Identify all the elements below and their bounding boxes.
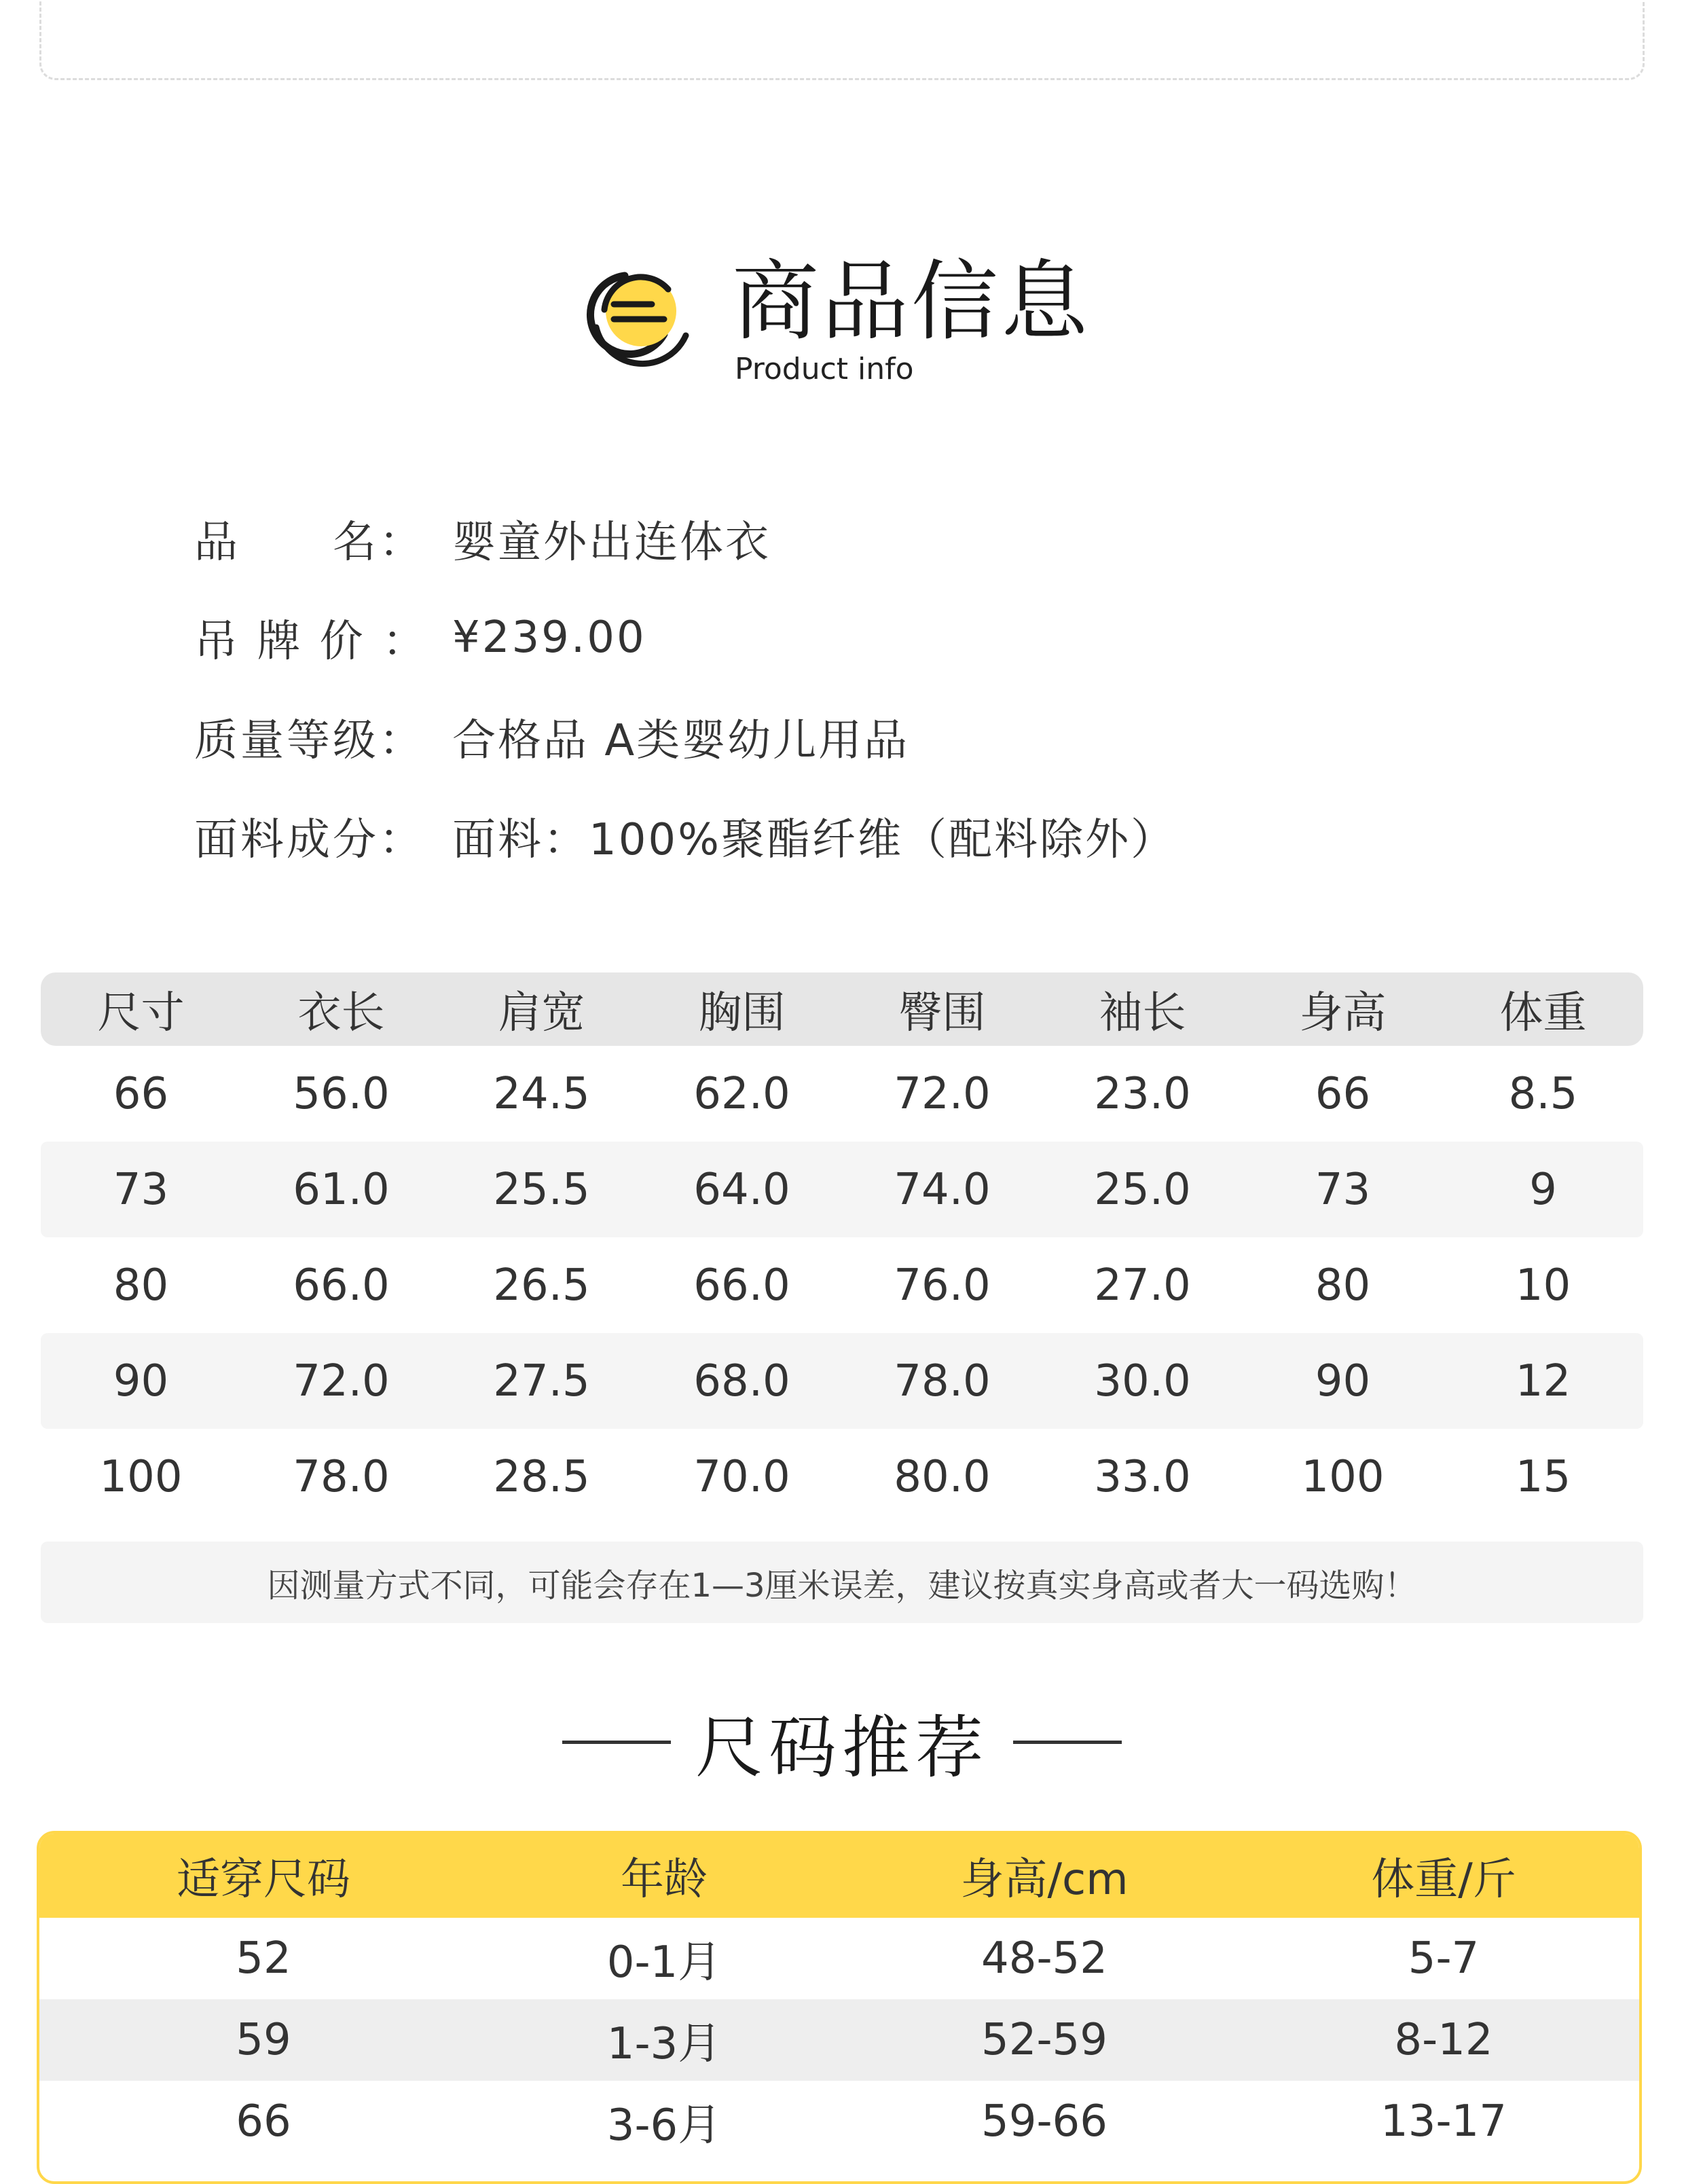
recommend-title <box>0 1698 1684 1786</box>
section-header <box>584 251 1100 387</box>
size-table-header <box>41 972 1643 1046</box>
table-cell: 100 <box>1301 1451 1385 1502</box>
table-cell: 10 <box>1515 1260 1571 1311</box>
table-row <box>41 1142 1643 1237</box>
info-label: 品 名： <box>194 517 425 568</box>
table-cell: 90 <box>1315 1355 1371 1406</box>
table-cell: 26.5 <box>493 1260 590 1311</box>
info-value: 面料：100%聚酯纤维（配料除外） <box>452 815 1176 865</box>
table-cell: 80.0 <box>894 1451 991 1502</box>
table-cell: 52 <box>236 1933 291 1984</box>
header-cell: 身高/cm <box>960 1855 1129 1905</box>
table-cell: 3-6月 <box>606 2100 722 2151</box>
table-cell: 70.0 <box>693 1451 790 1502</box>
table-cell: 27.0 <box>1094 1260 1191 1311</box>
top-dashed-box <box>39 0 1645 80</box>
table-cell: 59-66 <box>981 2096 1108 2147</box>
table-cell: 1-3月 <box>606 2019 722 2069</box>
table-cell: 68.0 <box>693 1355 790 1406</box>
table-row <box>41 1429 1643 1525</box>
table-cell: 59 <box>236 2015 291 2065</box>
table-cell: 13-17 <box>1380 2096 1507 2147</box>
info-row-name <box>194 489 1484 588</box>
section-title: 商品信息 <box>732 251 1091 352</box>
table-cell: 66.0 <box>293 1260 390 1311</box>
table-cell: 24.5 <box>493 1068 590 1119</box>
section-subtitle: Product info <box>735 352 914 386</box>
table-cell: 76.0 <box>894 1260 991 1311</box>
table-row <box>39 2081 1639 2162</box>
recommend-title-text: 尺码推荐 <box>695 1708 989 1787</box>
table-cell: 8.5 <box>1508 1068 1578 1119</box>
size-table <box>41 972 1643 1525</box>
table-cell: 33.0 <box>1094 1451 1191 1502</box>
table-cell: 48-52 <box>981 1933 1108 1984</box>
table-row <box>41 1237 1643 1333</box>
table-row <box>39 1918 1639 1999</box>
table-cell: 0-1月 <box>606 1937 722 1988</box>
table-cell: 100 <box>99 1451 183 1502</box>
table-cell: 64.0 <box>693 1164 790 1215</box>
table-cell: 61.0 <box>293 1164 390 1215</box>
table-cell: 78.0 <box>894 1355 991 1406</box>
header-cell: 肩宽 <box>498 988 585 1038</box>
product-info-logo-icon <box>584 262 699 371</box>
recommend-table <box>37 1831 1642 2184</box>
header-cell: 身高 <box>1299 988 1387 1038</box>
info-value: 婴童外出连体衣 <box>452 517 771 568</box>
table-cell: 73 <box>1315 1164 1371 1215</box>
info-value: ¥239.00 <box>452 613 646 663</box>
table-cell: 73 <box>113 1164 169 1215</box>
table-cell: 74.0 <box>894 1164 991 1215</box>
table-cell: 12 <box>1515 1355 1571 1406</box>
info-row-fabric <box>194 786 1484 886</box>
table-cell: 72.0 <box>293 1355 390 1406</box>
table-row <box>41 1333 1643 1429</box>
table-cell: 66 <box>1315 1068 1371 1119</box>
table-row <box>39 1999 1639 2081</box>
title-dash-left <box>562 1741 671 1744</box>
table-cell: 66.0 <box>693 1260 790 1311</box>
product-info-list <box>194 489 1484 886</box>
table-cell: 15 <box>1515 1451 1571 1502</box>
header-cell: 体重 <box>1499 988 1587 1038</box>
table-cell: 25.5 <box>493 1164 590 1215</box>
table-cell: 27.5 <box>493 1355 590 1406</box>
table-cell: 62.0 <box>693 1068 790 1119</box>
recommend-table-header <box>39 1834 1639 1918</box>
table-cell: 56.0 <box>293 1068 390 1119</box>
header-cell: 年龄 <box>621 1855 708 1905</box>
info-value: 合格品 A类婴幼儿用品 <box>452 716 910 766</box>
table-cell: 78.0 <box>293 1451 390 1502</box>
header-cell: 体重/斤 <box>1371 1855 1516 1905</box>
header-cell: 衣长 <box>297 988 385 1038</box>
table-cell: 25.0 <box>1094 1164 1191 1215</box>
header-cell: 臀围 <box>898 988 986 1038</box>
table-cell: 5-7 <box>1408 1933 1480 1984</box>
table-cell: 66 <box>236 2096 291 2147</box>
header-cell: 袖长 <box>1099 988 1186 1038</box>
header-cell: 尺寸 <box>97 988 185 1038</box>
info-label: 吊 牌 价 ： <box>194 617 429 667</box>
info-row-grade <box>194 687 1484 786</box>
info-row-price <box>194 588 1484 687</box>
table-cell: 23.0 <box>1094 1068 1191 1119</box>
table-cell: 30.0 <box>1094 1355 1191 1406</box>
table-cell: 90 <box>113 1355 169 1406</box>
table-cell: 72.0 <box>894 1068 991 1119</box>
table-cell: 52-59 <box>981 2015 1108 2065</box>
table-cell: 8-12 <box>1394 2015 1493 2065</box>
table-cell: 28.5 <box>493 1451 590 1502</box>
header-cell: 适穿尺码 <box>177 1855 350 1905</box>
table-cell: 80 <box>113 1260 169 1311</box>
info-label: 面料成分： <box>194 815 425 865</box>
header-cell: 胸围 <box>698 988 786 1038</box>
info-label: 质量等级： <box>194 716 425 766</box>
measurement-note: 因测量方式不同，可能会存在1—3厘米误差，建议按真实身高或者大一码选购！ <box>41 1542 1643 1623</box>
table-cell: 66 <box>113 1068 169 1119</box>
title-dash-right <box>1013 1741 1122 1744</box>
table-cell: 80 <box>1315 1260 1371 1311</box>
table-row <box>41 1046 1643 1142</box>
table-cell: 9 <box>1529 1164 1557 1215</box>
